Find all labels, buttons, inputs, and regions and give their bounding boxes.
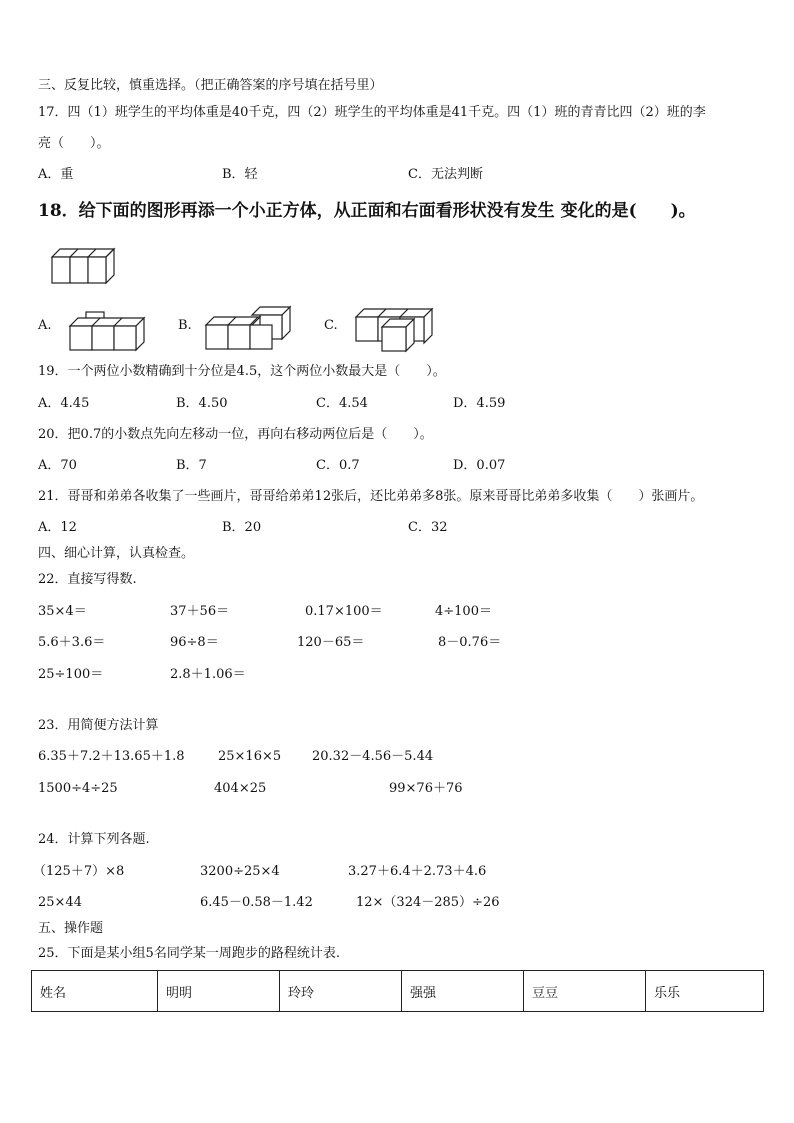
q20-option-a: A．70 [38,458,77,473]
q24-stem: 24．计算下列各题. [38,832,150,847]
q22-item: 0.17×100＝ [305,604,383,619]
q23-item: 6.35＋7.2＋13.65＋1.8 [38,749,185,764]
q20-option-d: D．0.07 [453,458,506,473]
table-cell: 玲玲 [280,971,402,1012]
q24-item: 6.45－0.58－1.42 [200,895,313,910]
q22-stem: 22．直接写得数. [38,572,137,587]
q22-item: 96÷8＝ [170,635,219,650]
table-row [32,971,764,1012]
q17-stem-line1: 17．四（1）班学生的平均体重是40千克，四（2）班学生的平均体重是41千克。四（1）班的青青比四（2）班的李 [38,105,706,120]
q24-item: 25×44 [38,895,82,910]
q18-option-b-figure [202,305,298,353]
q19-option-d: D．4.59 [453,396,506,411]
q18-option-a-figure [66,310,150,354]
q20-stem: 20．把0.7的小数点先向左移动一位，再向右移动两位后是（ ）。 [38,427,433,442]
q22-item: 2.8＋1.06＝ [170,667,246,682]
q17-option-c: C．无法判断 [408,167,483,182]
q22-item: 35×4＝ [38,604,87,619]
table-cell: 强强 [402,971,524,1012]
q23-item: 1500÷4÷25 [38,781,118,796]
q18-figure-cubes [48,245,128,285]
section-3-heading: 三、反复比较，慎重选择。（把正确答案的序号填在括号里） [38,78,383,93]
q20-option-c: C．0.7 [316,458,360,473]
q23-item: 99×76＋76 [389,781,463,796]
q20-option-b: B．7 [176,458,207,473]
q18-option-a-label: A. [38,318,52,333]
table-header-name: 姓名 [32,971,158,1012]
q17-stem-line2: 亮（ ）。 [38,136,110,151]
section-4-heading: 四、细心计算，认真检查。 [38,546,195,561]
q24-item: （125＋7）×8 [33,864,125,879]
q22-item: 37＋56＝ [170,604,230,619]
q22-item: 8－0.76＝ [438,635,502,650]
q19-stem: 19．一个两位小数精确到十分位是4.5，这个两位小数最大是（ ）。 [38,364,446,379]
q22-item: 120－65＝ [297,635,365,650]
q22-item: 25÷100＝ [38,667,104,682]
q24-item: 3.27＋6.4＋2.73＋4.6 [348,864,487,879]
q17-option-b: B．轻 [222,167,258,182]
q18-option-c-figure [352,305,436,355]
q17-option-a: A．重 [38,167,74,182]
q19-option-c: C．4.54 [316,396,368,411]
q21-option-a: A．12 [38,520,77,535]
q23-stem: 23．用简便方法计算 [38,718,159,733]
q23-item: 20.32－4.56－5.44 [312,749,434,764]
q19-option-a: A．4.45 [38,396,90,411]
q19-option-b: B．4.50 [176,396,228,411]
q18-stem: 18．给下面的图形再添一个小正方体，从正面和右面看形状没有发生 变化的是( )。 [38,201,696,221]
q22-item: 5.6＋3.6＝ [38,635,106,650]
table-cell: 豆豆 [524,971,646,1012]
q24-item: 12×（324－285）÷26 [356,895,500,910]
running-distance-table [31,970,764,1012]
table-cell: 明明 [158,971,280,1012]
q21-option-b: B．20 [222,520,262,535]
q18-option-c-label: C. [324,318,338,333]
q18-option-b-label: B. [178,318,192,333]
q24-item: 3200÷25×4 [200,864,280,879]
q25-stem: 25．下面是某小组5名同学某一周跑步的路程统计表. [38,946,340,961]
q23-item: 25×16×5 [218,749,282,764]
q22-item: 4÷100＝ [435,604,492,619]
q21-stem: 21．哥哥和弟弟各收集了一些画片，哥哥给弟弟12张后，还比弟弟多8张。原来哥哥比弟弟多收集（ ）张画片。 [38,489,704,504]
table-cell: 乐乐 [646,971,764,1012]
q23-item: 404×25 [214,781,267,796]
section-5-heading: 五、操作题 [38,921,104,936]
q21-option-c: C．32 [408,520,448,535]
